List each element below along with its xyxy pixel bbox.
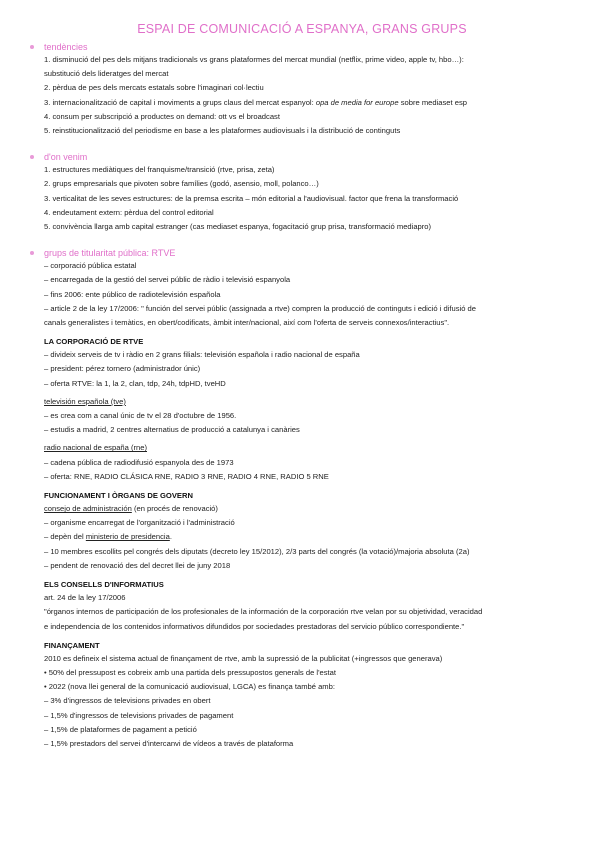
list-item: – 1,5% d'ingressos de televisions privades de pagament [44, 710, 234, 720]
list-item: 2. grups empresarials que pivoten sobre famílies (godó, asensio, moll, polanco…) [44, 179, 319, 189]
list-item: 5. convivència llarga amb capital estranger (cas mediaset espanya, fogacitació grup prisa, transformació mediapro) [44, 222, 432, 232]
list-item: – 1,5% prestadors del servei d'intercanvi de vídeos a través de plataforma [44, 738, 294, 748]
section-rtve [44, 248, 560, 751]
list-item: – es crea com a canal únic de tv el 28 d'octubre de 1956. [44, 411, 237, 421]
list-item: 2010 es defineix el sistema actual de finançament de rtve, amb la supressió de la publicitat (+ingressos que generava) [44, 653, 443, 663]
bullet-icon [30, 45, 34, 49]
list-item: 4. endeutament extern: pèrdua del control editorial [44, 207, 214, 217]
subheading-consells: ELS CONSELLS D'INFORMATIUS [44, 580, 164, 590]
list-item: – divideix serveis de tv i ràdio en 2 grans filials: televisión española i radio nacional de españa [44, 350, 360, 360]
list-item: – organisme encarregat de l'organització i l'administració [44, 518, 235, 528]
list-item: – estudis a madrid, 2 centres alternatius de producció a catalunya i canàries [44, 425, 300, 435]
bullet-icon [30, 155, 34, 159]
list-item: – article 2 de la ley 17/2006: " función del servei públic (assignada a rtve) compren la producció de continguts i edició i difusió de [44, 303, 476, 313]
section-heading-tendencies: tendències [30, 42, 560, 52]
section-don-venim [44, 152, 560, 234]
list-item: – fins 2006: ente público de radiotelevisión española [44, 289, 221, 299]
list-item: 1. disminució del pes dels mitjans tradicionals vs grans plataformes del mercat mundial (netflix, prime video, apple tv, hbo…): [44, 55, 464, 64]
list-item: canals generalistes i temàtics, en obert/codificats, àmbit inter/nacional, així com l'oferta de serveis connexos/interactius". [44, 318, 450, 328]
list-item: "órganos internos de participación de los profesionales de la información de la corporación rtve velan por su objetividad, veracidad [44, 607, 483, 617]
italic-text: opa de media for europe [315, 97, 399, 107]
section-heading-rtve: grups de titularitat pública: RTVE [30, 248, 560, 258]
list-item: 5. reinstitucionalització del periodisme en base a les plataformes audiovisuals i la distribució de continguts [44, 126, 401, 136]
list-item: – depèn del ministerio de presidencia. [44, 532, 172, 542]
list-item: 3. internacionalització de capital i moviments a grups claus del mercat espanyol: opa de media for europe sobre mediaset esp [44, 97, 467, 107]
list-item: • 50% del pressupost es cobreix amb una partida dels pressupostos generals de l'estat [44, 667, 336, 677]
subheading-govern: FUNCIONAMENT I ÒRGANS DE GOVERN [44, 491, 193, 501]
section-heading-don-venim: d'on venim [30, 152, 560, 162]
list-item: e independencia de los contenidos informativos difundidos por sociedades prestadoras del servicio público correspondiente." [44, 621, 465, 631]
list-item: 3. verticalitat de les seves estructures: de la premsa escrita – món editorial a l'audiovisual. factor que frena la transformació [44, 193, 459, 203]
list-item: – 3% d'ingressos de televisions privades en obert [44, 696, 211, 706]
section-tendencies [44, 42, 560, 138]
subheading-rne: radio nacional de españa (rne) [44, 443, 148, 453]
list-item: – oferta: RNE, RADIO CLÁSICA RNE, RADIO 3 RNE, RADIO 4 RNE, RADIO 5 RNE [44, 471, 329, 481]
list-item: substitució dels lideratges del mercat [44, 69, 169, 79]
list-item: – corporació pública estatal [44, 261, 137, 271]
list-item: consejo de administración (en procés de renovació) [44, 504, 218, 514]
list-item: – 10 membres escollits pel congrés dels diputats (decreto ley 15/2012), 2/3 parts del congrés (la votació)/majoria absoluta (2a) [44, 546, 470, 556]
bullet-icon [30, 251, 34, 255]
list-item: – president: pérez tornero (administrador únic) [44, 364, 201, 374]
page-title: ESPAI DE COMUNICACIÓ A ESPANYA, GRANS GRUPS [137, 22, 467, 36]
ministerio-label: ministerio de presidencia [85, 532, 170, 542]
subheading-financament: FINANÇAMENT [44, 640, 100, 650]
list-item: 2. pèrdua de pes dels mercats estatals sobre l'imaginari col·lectiu [44, 83, 264, 93]
list-item: – encarregada de la gestió del servei públic de ràdio i televisió espanyola [44, 275, 291, 285]
list-item: 4. consum per subscripció a productes on demand: ott vs el broadcast [44, 111, 280, 121]
list-item: art. 24 de la ley 17/2006 [44, 593, 126, 603]
consejo-label: consejo de administración [44, 504, 132, 514]
list-item: – 1,5% de plataformes de pagament a petició [44, 724, 197, 734]
list-item: – pendent de renovació des del decret llei de juny 2018 [44, 560, 231, 570]
subheading-tve: televisión española (tve) [44, 396, 126, 406]
list-item: • 2022 (nova llei general de la comunicació audiovisual, LGCA) es finança també amb: [44, 682, 335, 692]
list-item: – cadena pública de radiodifusió espanyola des de 1973 [44, 457, 234, 467]
list-item: 1. estructures mediàtiques del franquisme/transició (rtve, prisa, zeta) [44, 165, 275, 175]
list-item: – oferta RTVE: la 1, la 2, clan, tdp, 24h, tdpHD, tveHD [44, 378, 226, 388]
subheading-corporacio: LA CORPORACIÓ DE RTVE [44, 337, 144, 347]
